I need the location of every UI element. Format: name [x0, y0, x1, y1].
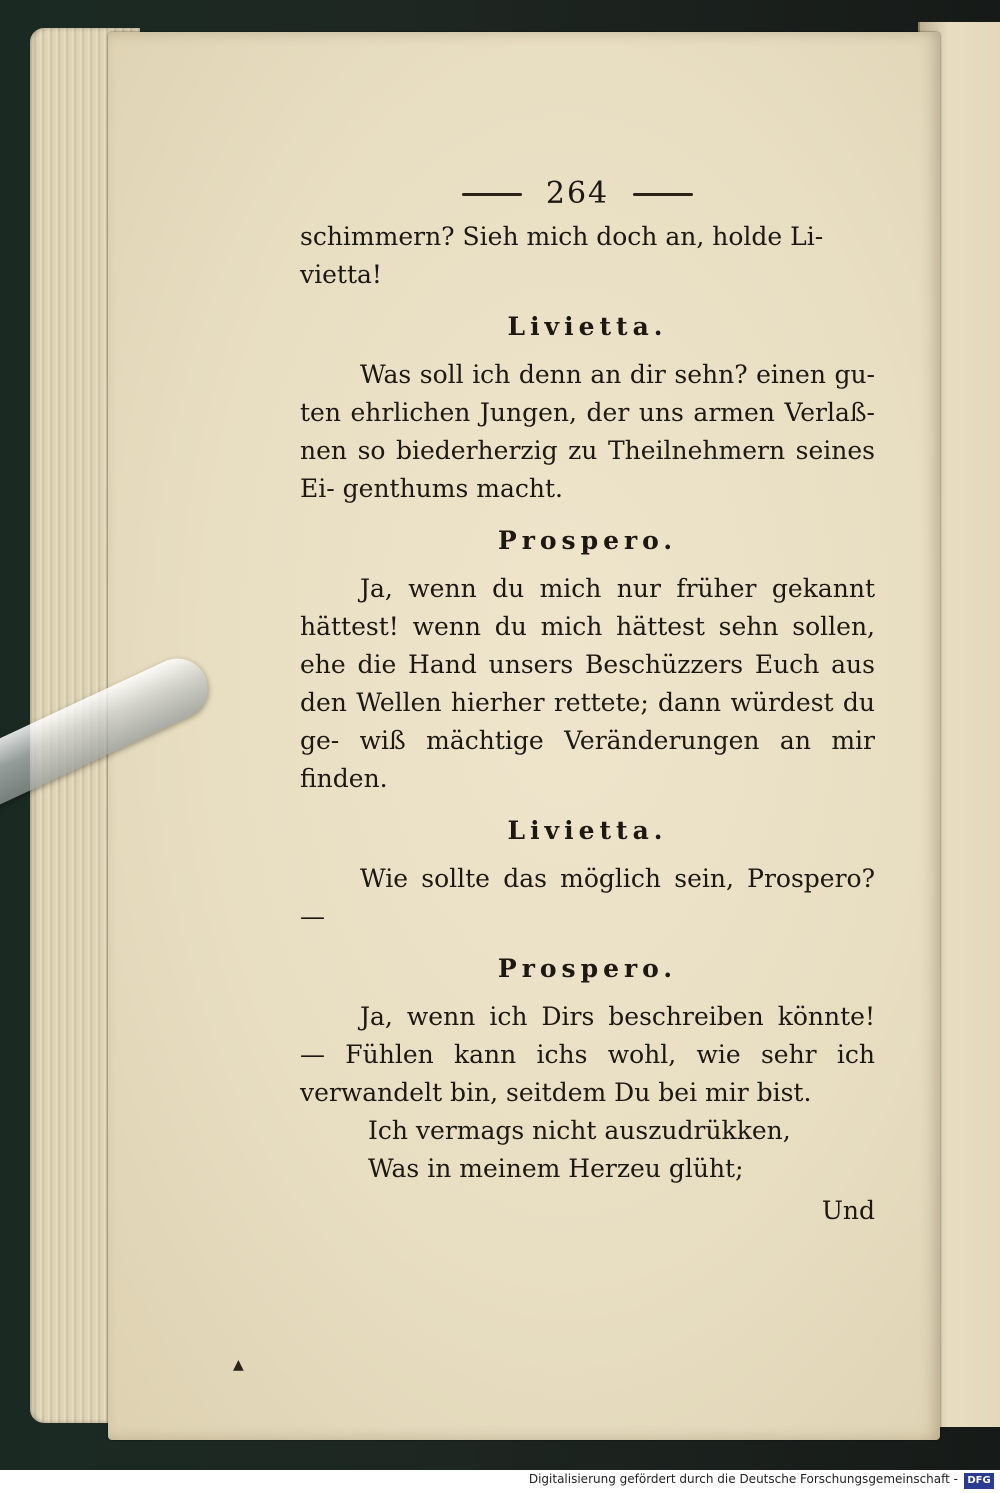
- text-line-2: vietta!: [300, 260, 382, 289]
- speaker-livietta-1: Livietta.: [507, 312, 668, 341]
- signature-mark: ▲: [233, 1357, 244, 1373]
- dfg-logo: DFG: [964, 1473, 994, 1489]
- footer-bar: [0, 1470, 1000, 1493]
- header-rule-right: [633, 193, 693, 196]
- speech-prospero-2: Ja, wenn ich Dirs beschreiben könnte! — Fühlen kann ichs wohl, wie sehr ich verwandelt bin, seitdem Du bei mir bist.: [300, 1002, 875, 1107]
- speech-livietta-1: Was soll ich denn an dir sehn? einen gu- ten ehrlichen Jungen, der uns armen Verlaß- nen so biederherzig zu Theilnehmern seines Ei- genthums macht.: [300, 360, 875, 503]
- text-line-1: schimmern? Sieh mich doch an, holde Li-: [300, 222, 824, 251]
- speech-prospero-1: Ja, wenn du mich nur früher gekannt hättest! wenn du mich hättest sehn sollen, ehe die Hand unsers Beschüzzers Euch aus den Wellen hierher rettete; dann würdest du ge- wiß mächtige Veränderungen an mir finden.: [300, 574, 875, 793]
- verse-line-2: Was in meinem Herzeu glüht;: [368, 1154, 744, 1183]
- page-number: 264: [545, 176, 610, 211]
- footer-credit: Digitalisierung gefördert durch die Deutsche Forschungsgemeinschaft -: [528, 1472, 958, 1486]
- header-rule-left: [462, 193, 522, 196]
- catchword: Und: [821, 1196, 875, 1225]
- page-header: [280, 170, 875, 218]
- speaker-prospero-1: Prospero.: [497, 526, 678, 555]
- speech-livietta-2: Wie sollte das möglich sein, Prospero? —: [300, 864, 875, 931]
- speaker-livietta-2: Livietta.: [507, 816, 668, 845]
- speaker-prospero-2: Prospero.: [497, 954, 678, 983]
- page-text: [300, 170, 875, 1230]
- verse-line-1: Ich vermags nicht auszudrükken,: [368, 1116, 791, 1145]
